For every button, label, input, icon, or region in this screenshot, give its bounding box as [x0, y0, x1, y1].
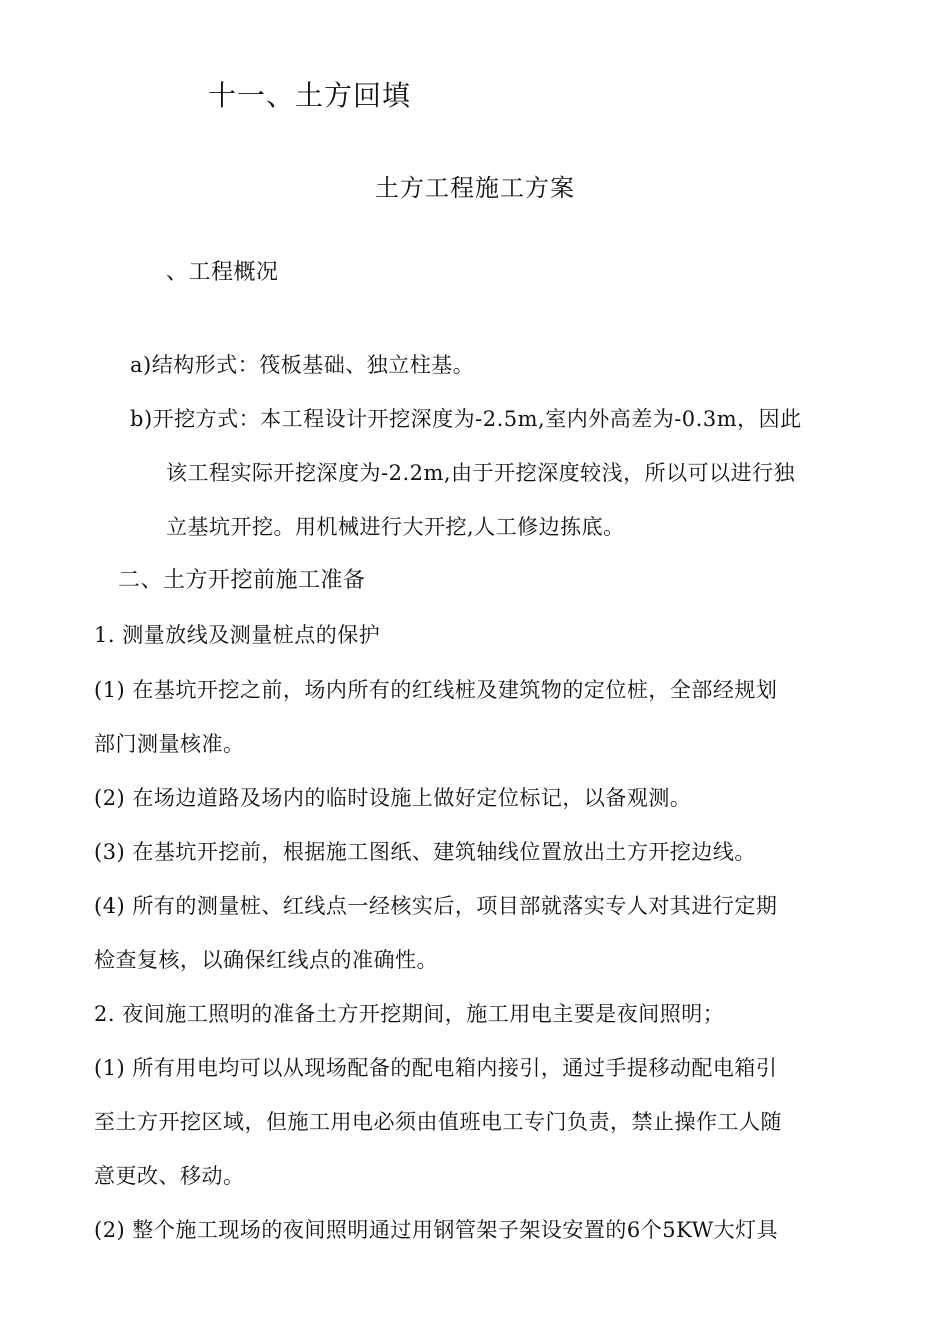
survey-paragraph-1-line-1: (1) 在基坑开挖之前，场内所有的红线桩及建筑物的定位桩，全部经规划: [94, 678, 778, 702]
subsection-heading-lighting: 2. 夜间施工照明的准备土方开挖期间，施工用电主要是夜间照明；: [94, 1002, 725, 1026]
survey-paragraph-4-line-1: (4) 所有的测量桩、红线点一经核实后，项目部就落实专人对其进行定期: [94, 894, 778, 918]
lighting-paragraph-1-line-1: (1) 所有用电均可以从现场配备的配电箱内接引，通过手提移动配电箱引: [94, 1056, 778, 1080]
overview-item-b-line-3: 立基坑开挖。用机械进行大开挖,人工修边拣底。: [166, 515, 625, 539]
survey-paragraph-3: (3) 在基坑开挖前，根据施工图纸、建筑轴线位置放出土方开挖边线。: [94, 840, 756, 864]
chapter-heading: 十一、土方回填: [208, 79, 412, 112]
survey-paragraph-1-line-2: 部门测量核准。: [94, 732, 245, 756]
survey-paragraph-2: (2) 在场边道路及场内的临时设施上做好定位标记，以备观测。: [94, 786, 692, 810]
subsection-heading-survey: 1. 测量放线及测量桩点的保护: [94, 623, 381, 647]
section-heading-overview: 、工程概况: [166, 260, 279, 285]
lighting-paragraph-2: (2) 整个施工现场的夜间照明通过用钢管架子架设安置的6个5KW大灯具: [94, 1218, 779, 1242]
overview-item-b-line-2: 该工程实际开挖深度为-2.2m,由于开挖深度较浅，所以可以进行独: [166, 461, 796, 485]
section-heading-preparation: 二、土方开挖前施工准备: [118, 568, 366, 593]
lighting-paragraph-1-line-3: 意更改、移动。: [94, 1164, 245, 1188]
overview-item-b-line-1: b)开挖方式：本工程设计开挖深度为-2.5m,室内外高差为-0.3m，因此: [130, 407, 802, 431]
lighting-paragraph-1-line-2: 至土方开挖区域，但施工用电必须由值班电工专门负责，禁止操作工人随: [94, 1110, 782, 1134]
overview-item-a: a)结构形式：筏板基础、独立柱基。: [130, 353, 475, 377]
document-title: 土方工程施工方案: [375, 174, 575, 202]
survey-paragraph-4-line-2: 检查复核，以确保红线点的准确性。: [94, 948, 438, 972]
